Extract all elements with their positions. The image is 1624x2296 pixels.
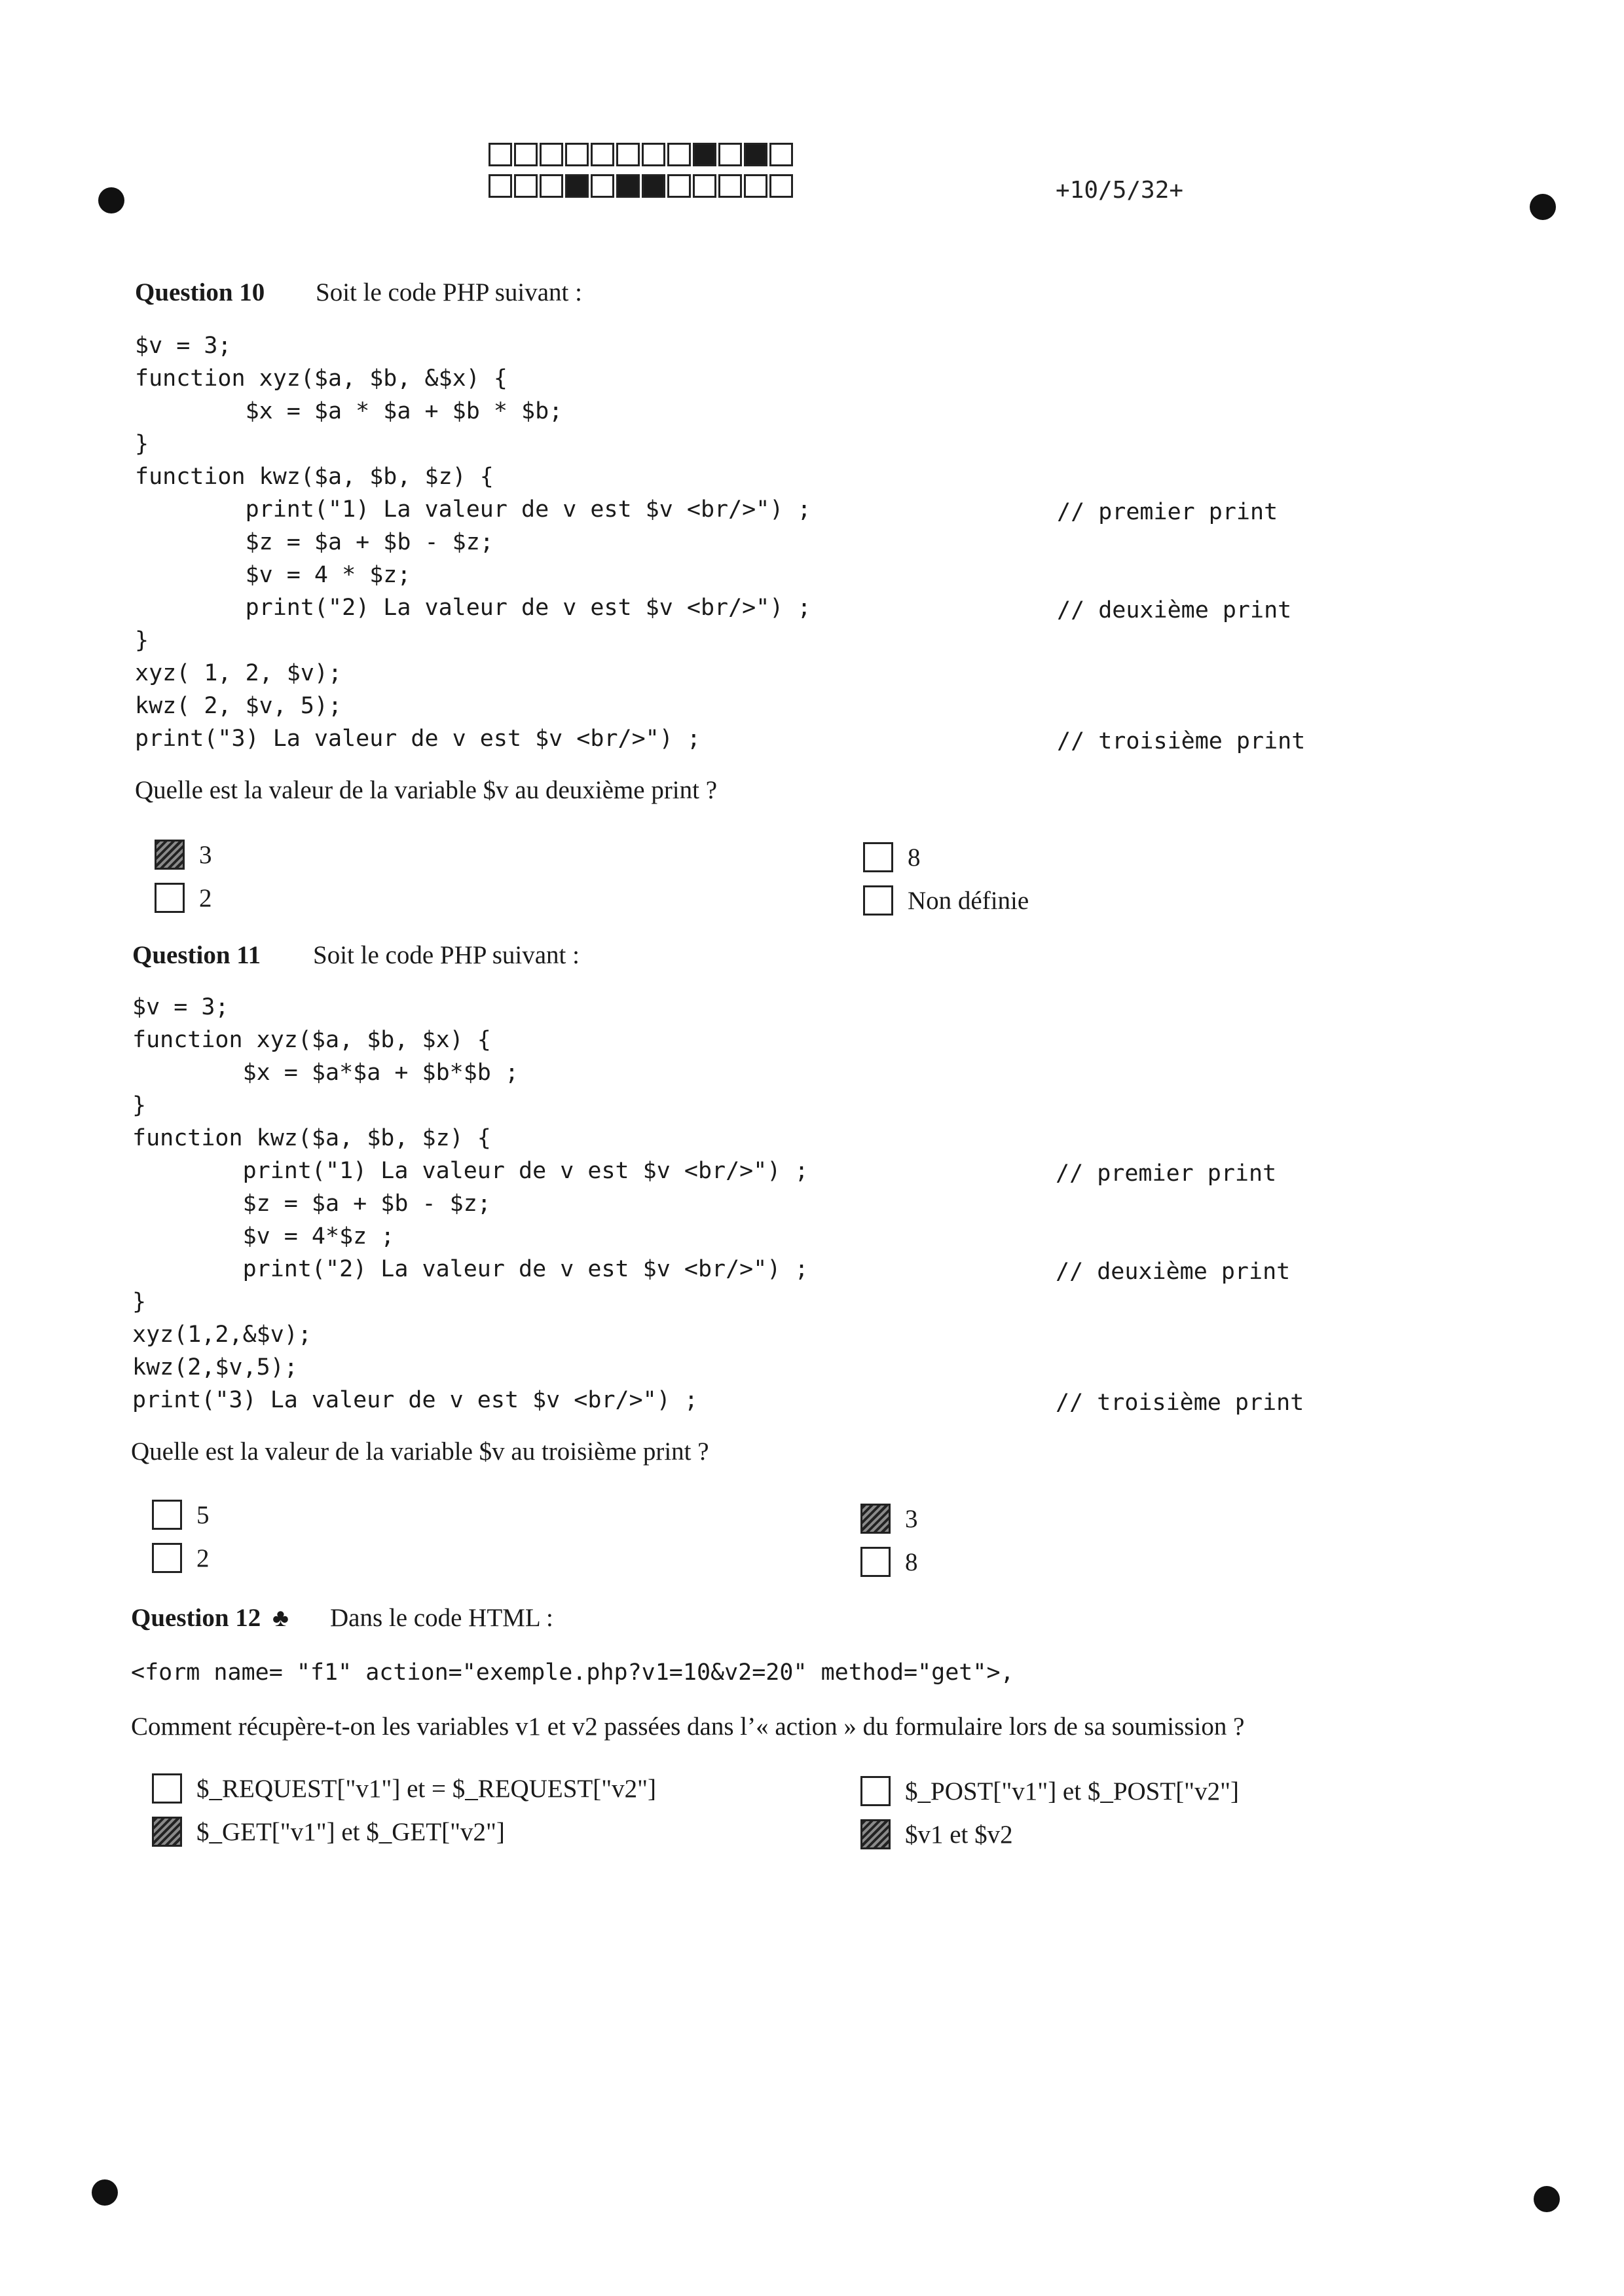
question-12-prompt: Comment récupère-t-on les variables v1 et v2 passées dans l’« action » du formulaire lors de sa soumission ? — [131, 1713, 1245, 1741]
q10-option-b[interactable] — [155, 883, 212, 913]
q12-checkbox-c[interactable] — [860, 1776, 891, 1806]
page-code: +10/5/32+ — [1056, 177, 1184, 204]
question-10-header — [135, 278, 582, 307]
q11-checkbox-a[interactable] — [152, 1500, 182, 1530]
code-line: } — [132, 1092, 147, 1119]
option-label: 8 — [908, 843, 921, 872]
code-line: xyz(1,2,&$v); — [132, 1322, 312, 1348]
q10-option-c[interactable] — [863, 842, 921, 872]
club-icon: ♣ — [272, 1604, 289, 1632]
code-line: $v = 3; — [135, 333, 232, 359]
option-label: 8 — [905, 1547, 918, 1576]
code-line: $v = 4 * $z; — [135, 562, 411, 588]
q10-option-d[interactable] — [863, 885, 1029, 916]
question-11-prompt: Quelle est la valeur de la variable $v au troisième print ? — [131, 1437, 709, 1466]
q12-checkbox-b[interactable] — [152, 1817, 182, 1847]
code-line: print("1) La valeur de v est $v <br/>") ; — [132, 1158, 809, 1184]
q12-option-c[interactable] — [860, 1776, 1239, 1806]
code-line: } — [135, 627, 149, 654]
id-grid-row-2 — [489, 174, 795, 198]
code-line: $v = 3; — [132, 994, 229, 1020]
code-line: $z = $a + $b - $z; — [132, 1191, 491, 1217]
q11-option-a[interactable] — [152, 1500, 210, 1530]
code-line: $x = $a * $a + $b * $b; — [135, 398, 563, 424]
q10-checkbox-a[interactable] — [155, 840, 185, 870]
registration-mark-top-left — [98, 187, 124, 213]
q12-option-d[interactable] — [860, 1819, 1013, 1849]
question-title: Question 11 — [132, 941, 261, 969]
id-grid-row-1 — [489, 143, 795, 166]
code-comment: // deuxième print — [1056, 1259, 1291, 1285]
question-10-prompt: Quelle est la valeur de la variable $v au deuxième print ? — [135, 776, 718, 804]
code-line: function kwz($a, $b, $z) { — [132, 1125, 491, 1151]
q12-option-a[interactable] — [152, 1773, 656, 1804]
q11-checkbox-b[interactable] — [152, 1543, 182, 1573]
option-label: $_GET["v1"] et $_GET["v2"] — [196, 1817, 505, 1846]
q12-checkbox-a[interactable] — [152, 1773, 182, 1804]
q12-option-b[interactable] — [152, 1817, 505, 1847]
q10-checkbox-b[interactable] — [155, 883, 185, 913]
code-comment: // troisième print — [1057, 728, 1306, 754]
q11-checkbox-d[interactable] — [860, 1547, 891, 1577]
q11-option-c[interactable] — [860, 1504, 918, 1534]
question-12-header — [131, 1603, 553, 1633]
code-line: } — [132, 1289, 147, 1315]
code-comment: // troisième print — [1056, 1390, 1304, 1416]
q10-checkbox-d[interactable] — [863, 885, 893, 916]
q11-option-b[interactable] — [152, 1543, 210, 1573]
option-label: 2 — [199, 883, 212, 912]
registration-mark-top-right — [1530, 194, 1556, 220]
option-label: $_REQUEST["v1"] et = $_REQUEST["v2"] — [196, 1774, 657, 1803]
code-line: function kwz($a, $b, $z) { — [135, 464, 494, 490]
option-label: 5 — [196, 1500, 210, 1529]
question-title: Question 12 — [131, 1604, 261, 1632]
option-label: Non définie — [908, 886, 1029, 915]
registration-mark-bottom-left — [92, 2179, 118, 2206]
question-intro: Soit le code PHP suivant : — [313, 941, 580, 969]
code-line: function xyz($a, $b, $x) { — [132, 1027, 491, 1053]
code-line: xyz( 1, 2, $v); — [135, 660, 342, 686]
html-code-line: <form name= "f1" action="exemple.php?v1=10&v2=20" method="get">, — [131, 1659, 1014, 1686]
option-label: 3 — [199, 840, 212, 869]
code-line: print("3) La valeur de v est $v <br/>") ; — [132, 1387, 698, 1413]
code-comment: // premier print — [1056, 1160, 1277, 1187]
question-intro: Dans le code HTML : — [330, 1604, 553, 1632]
option-label: 3 — [905, 1504, 918, 1533]
code-line: function xyz($a, $b, &$x) { — [135, 365, 507, 392]
option-label: 2 — [196, 1544, 210, 1572]
code-line: print("1) La valeur de v est $v <br/>") ; — [135, 496, 811, 523]
code-line: print("2) La valeur de v est $v <br/>") ; — [135, 595, 811, 621]
code-line: $z = $a + $b - $z; — [135, 529, 494, 555]
code-line: kwz(2,$v,5); — [132, 1354, 298, 1380]
q10-checkbox-c[interactable] — [863, 842, 893, 872]
code-line: } — [135, 431, 149, 457]
question-intro: Soit le code PHP suivant : — [316, 278, 582, 306]
q10-option-a[interactable] — [155, 840, 212, 870]
question-11-header — [132, 940, 580, 970]
code-comment: // deuxième print — [1057, 597, 1292, 623]
registration-mark-bottom-right — [1534, 2186, 1560, 2212]
q12-checkbox-d[interactable] — [860, 1819, 891, 1849]
option-label: $_POST["v1"] et $_POST["v2"] — [905, 1777, 1240, 1805]
option-label: $v1 et $v2 — [905, 1820, 1013, 1849]
code-line: kwz( 2, $v, 5); — [135, 693, 342, 719]
code-line: print("2) La valeur de v est $v <br/>") ; — [132, 1256, 809, 1282]
q11-checkbox-c[interactable] — [860, 1504, 891, 1534]
code-line: $v = 4*$z ; — [132, 1223, 395, 1250]
question-title: Question 10 — [135, 278, 265, 306]
code-line: print("3) La valeur de v est $v <br/>") ; — [135, 726, 701, 752]
q11-option-d[interactable] — [860, 1547, 918, 1577]
code-line: $x = $a*$a + $b*$b ; — [132, 1060, 519, 1086]
code-comment: // premier print — [1057, 499, 1278, 525]
